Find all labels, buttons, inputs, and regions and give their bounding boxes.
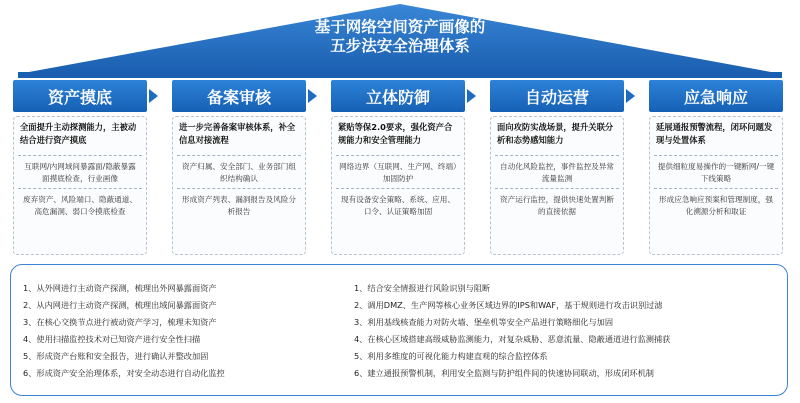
- stage-item: 形成应急响应预案和管理制度，强化溯源分析和取证: [654, 188, 778, 221]
- stage-column-emergency-response: [649, 116, 783, 255]
- stage-item: 互联网/内网域间暴露面/隐蔽暴露面摸底检查，行业画像: [18, 155, 142, 188]
- asset-measures-list: [23, 280, 343, 381]
- title-line-1: 基于网络空间资产画像的: [314, 18, 486, 36]
- stage-item: 现有设备安全策略、系统、应用、口令、认证策略加固: [336, 188, 460, 221]
- stage-header-auto-operation: 自动运营: [490, 80, 624, 112]
- list-item: 2、从内网进行主动资产探测，梳理出域间暴露面资产: [23, 299, 217, 310]
- stage-description: 延展通报预警流程，闭环问题发现与处置体系: [656, 122, 773, 145]
- stage-item: 网络边界（互联网、生产网、终端）加固防护: [336, 155, 460, 188]
- stage-description: 全面提升主动探测能力，主被动结合进行资产摸底: [20, 122, 137, 145]
- stage-item: 废弃资产、风险端口、隐蔽通道、高危漏洞、弱口令摸底检查: [18, 188, 142, 221]
- stage-header-filing-review: 备案审核: [172, 80, 306, 112]
- measures-panel: [10, 264, 788, 396]
- arrow-right-icon: [308, 89, 317, 103]
- stage-header-emergency-response: 应急响应: [649, 80, 783, 112]
- list-item: 5、利用多维度的可视化能力构建直观的综合监控体系: [354, 350, 548, 361]
- title-line-2: 五步法安全治理体系: [330, 37, 470, 55]
- stage-column-auto-operation: [490, 116, 624, 255]
- list-item: 1、从外网进行主动资产探测，梳理出外网暴露面资产: [23, 283, 217, 293]
- arrow-right-icon: [467, 89, 476, 103]
- list-item: 6、形成资产安全治理体系，对安全动态进行自动化监控: [23, 367, 225, 378]
- stage-item: 形成资产列表、漏洞报告及风险分析报告: [177, 188, 301, 221]
- list-item: 2、调用DMZ、生产网等核心业务区域边界的IPS和WAF，基于规则进行攻击识别过滤: [354, 299, 663, 310]
- list-item: 4、在核心区域搭建高级威胁监测能力，对复杂威胁、恶意流量、隐蔽通道进行监测捕获: [354, 333, 671, 344]
- stage-item: 资产归属、安全部门、业务部门组织结构确认: [177, 155, 301, 188]
- stage-item: 资产运行监控，提供快速处置判断的直接依据: [495, 188, 619, 221]
- stage-item: 自动化风险监控，事件监控及异常流量监测: [495, 155, 619, 188]
- stage-description: 面向攻防实战场景，提升关联分析和态势感知能力: [497, 122, 614, 145]
- list-item: 6、建立通报预警机制，利用安全监测与防护组件间的快速协同联动，形成闭环机制: [354, 367, 654, 378]
- diagram-title: [0, 18, 800, 56]
- list-item: 3、利用基线核查能力对防火墙、堡垒机等安全产品进行策略细化与加固: [354, 316, 614, 327]
- list-item: 3、在核心交换节点进行被动资产学习，梳理未知资产: [23, 316, 217, 327]
- list-item: 5、形成资产台账和安全报告，进行确认并整改加固: [23, 350, 209, 361]
- stage-column-filing-review: [172, 116, 306, 255]
- stage-column-asset-discovery: [13, 116, 147, 255]
- defense-measures-list: [354, 280, 784, 381]
- list-item: 1、结合安全情报进行风险识别与阻断: [354, 283, 491, 293]
- arrow-right-icon: [626, 89, 635, 103]
- stage-description: 紧贴等保2.0要求，强化资产合规能力和安全管理能力: [338, 122, 453, 145]
- arrow-right-icon: [149, 89, 158, 103]
- stage-column-3d-defense: [331, 116, 465, 255]
- list-item: 4、使用扫描监控技术对已知资产进行安全性扫描: [23, 333, 201, 344]
- stage-item: 提供细粒度易操作的一键断网/一键下线策略: [654, 155, 778, 188]
- stage-header-3d-defense: 立体防御: [331, 80, 465, 112]
- stage-header-asset-discovery: 资产摸底: [13, 80, 147, 112]
- stage-description: 进一步完善备案审核体系，补全信息对接流程: [179, 122, 296, 145]
